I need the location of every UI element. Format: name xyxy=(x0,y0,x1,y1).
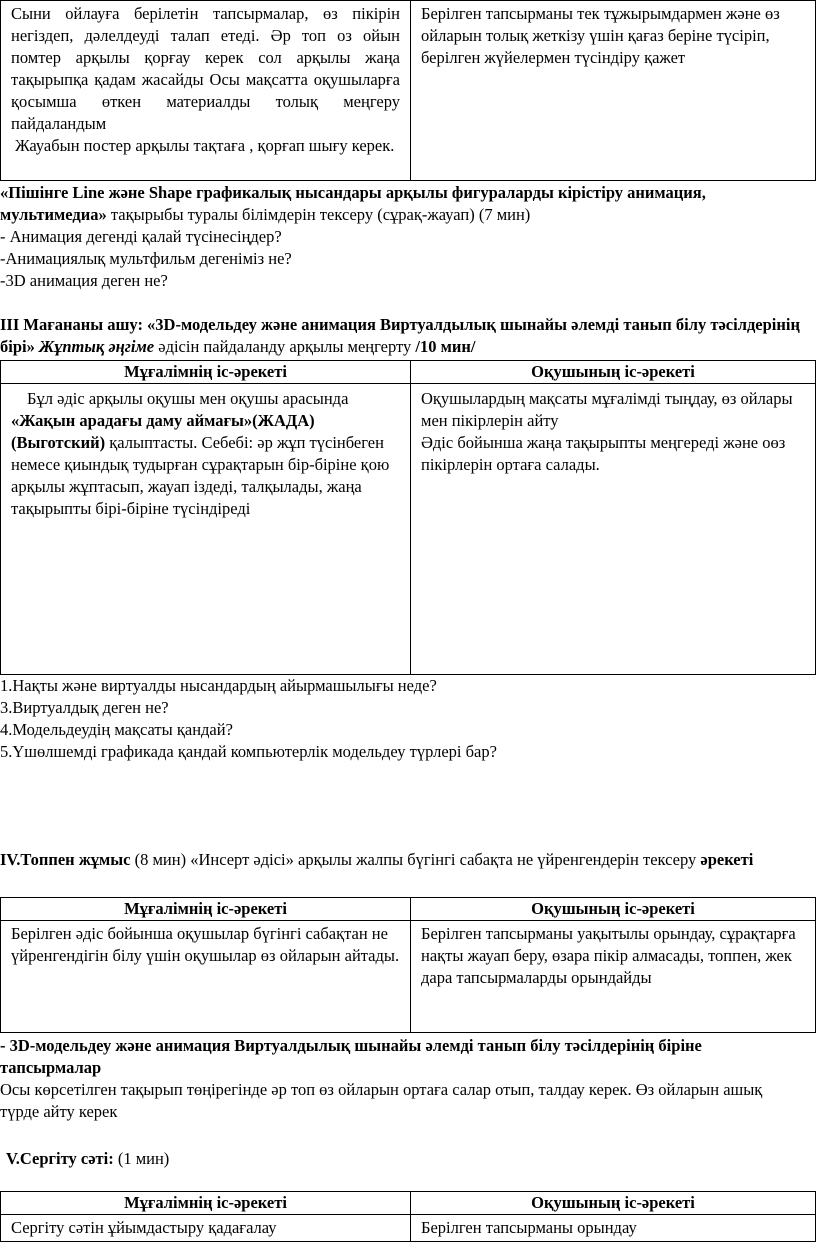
section3-method: Жұптық әңгіме xyxy=(34,337,155,356)
shape-title-rest: тақырыбы туралы білімдерін тексеру (сұрақ-жауап) (7 мин) xyxy=(106,205,531,224)
section5-title-rest: (1 мин) xyxy=(113,1149,170,1168)
section4-title-bold: IV.Топпен жұмыс xyxy=(0,850,131,869)
top-table-left-cell xyxy=(1,1,411,181)
t3-student-cell: Берілген тапсырманы уақытылы орындау, сұрақтарға нақты жауап беру, өзара пікір алмасады, топпен, жек дара тапсырмаларды орындайды xyxy=(411,921,816,1033)
shape-question-3: -3D анимация деген не? xyxy=(0,271,168,290)
shape-section xyxy=(0,182,800,292)
shape-question-2: -Анимациялық мультфильм дегеніміз не? xyxy=(0,249,292,268)
section5-heading xyxy=(6,1148,806,1170)
section3-title-bold: ІІІ Мағананы ашу: «3D-модельдеу және анимация Виртуалдылық шынайы әлемді танып білу тәсілдерінің бірі» xyxy=(0,315,800,356)
section3-time: /10 мин/ xyxy=(411,337,476,356)
shape-section-title xyxy=(0,182,800,226)
section4-title-rest: (8 мин) «Инсерт әдісі» арқылы жалпы бүгінгі сабақта не үйренгендерін тексеру xyxy=(130,850,701,869)
t2-teacher-post: қалыптасты. Себебі: әр жұп түсінбеген немесе қиындық тудырған сұрақтарын бір-біріне қою арқылы жұптасып, жауап іздеді, талқылады, жаңа тақырыпты бірі-біріне түсіндіреді xyxy=(11,433,390,518)
t4-header-teacher: Мұғалімнің іс-әрекеті xyxy=(1,1192,411,1215)
section5-title-bold: V.Сергіту сәті: xyxy=(6,1149,114,1168)
t4-header-student: Оқушының іс-әрекеті xyxy=(411,1192,816,1215)
question2-2: 3.Виртуалдық деген не? xyxy=(0,698,169,717)
section-3d-title: - 3D-модельдеу және анимация Виртуалдылық шынайы әлемді танып білу тәсілдерінің біріне тапсырмалар xyxy=(0,1036,702,1077)
questions-list-2 xyxy=(0,675,816,763)
t2-header-teacher: Мұғалімнің іс-әрекеті xyxy=(1,361,411,384)
question2-3: 4.Модельдеудің мақсаты қандай? xyxy=(0,720,233,739)
activity-table-2 xyxy=(0,360,816,675)
section4-title-end: әрекеті xyxy=(700,850,754,869)
t4-student-cell: Берілген тапсырманы орындау xyxy=(411,1215,816,1242)
t2-teacher-bold: «Жақын арадағы даму аймағы»(ЖАДА)(Выготский) xyxy=(11,411,315,452)
t4-teacher-cell: Сергіту сәтін ұйымдастыру қадағалау xyxy=(1,1215,411,1242)
shape-question-1: - Анимация дегенді қалай түсінесіңдер? xyxy=(0,227,282,246)
top-left-para1: Сыни ойлауға берілетін тапсырмалар, өз пікірін негіздеп, дәлелдеуді талап етеді. Әр топ оз ойын помтер арқылы қорғау керек сол арқылы жаңа тақырыпқа қадам жасайды Осы мақсатта оқушыларға қосымша өткен материалды толық меңгеру пайдаландым xyxy=(11,4,400,133)
t3-teacher-cell: Берілген әдіс бойынша оқушылар бүгінгі сабақтан не үйренгендігін білу үшін оқушылар өз ойларын айтады. xyxy=(1,921,411,1033)
top-table-right-cell: Берілген тапсырманы тек тұжырымдармен және өз ойларын толық жеткізу үшін қағаз беріне түсіріп, берілген жүйелермен түсіндіру қажет xyxy=(411,1,816,181)
top-left-para2: Жауабын постер арқылы тақтаға , қорғап шығу керек. xyxy=(15,136,395,155)
t2-teacher-cell xyxy=(1,384,411,675)
t2-header-student: Оқушының іс-әрекеті xyxy=(411,361,816,384)
t3-header-teacher: Мұғалімнің іс-әрекеті xyxy=(1,898,411,921)
t2-teacher-pre: Бұл әдіс арқылы оқушы мен оқушы арасында xyxy=(27,389,349,408)
section4-heading xyxy=(0,849,800,871)
section-3d xyxy=(0,1035,800,1123)
section-3d-text: Осы көрсетілген тақырып төңірегінде әр топ өз ойларын ортаға салар отып, талдау керек. Өз ойларын ашық түрде айту керек xyxy=(0,1080,763,1121)
activity-table-3 xyxy=(0,897,816,1033)
question2-1: 1.Нақты және виртуалды нысандардың айырмашылығы неде? xyxy=(0,676,437,695)
shape-title-bold: «Пішінге Line және Shape графикалық нысандары арқылы фигураларды кірістіру анимация, мультимедиа» xyxy=(0,183,706,224)
section3-title-rest: әдісін пайдаланду арқылы меңгерту xyxy=(154,337,412,356)
top-table xyxy=(0,0,816,181)
question2-4: 5.Үшөлшемді графикада қандай компьютерлік модельдеу түрлері бар? xyxy=(0,742,497,761)
section3-heading xyxy=(0,314,800,358)
activity-table-4 xyxy=(0,1191,816,1242)
t3-header-student: Оқушының іс-әрекеті xyxy=(411,898,816,921)
t2-student-cell: Оқушылардың мақсаты мұғалімді тыңдау, өз ойлары мен пікірлерін айту Әдіс бойынша жаңа тақырыпты меңгереді және оөз пікірлерін ортаға салады. xyxy=(411,384,816,675)
